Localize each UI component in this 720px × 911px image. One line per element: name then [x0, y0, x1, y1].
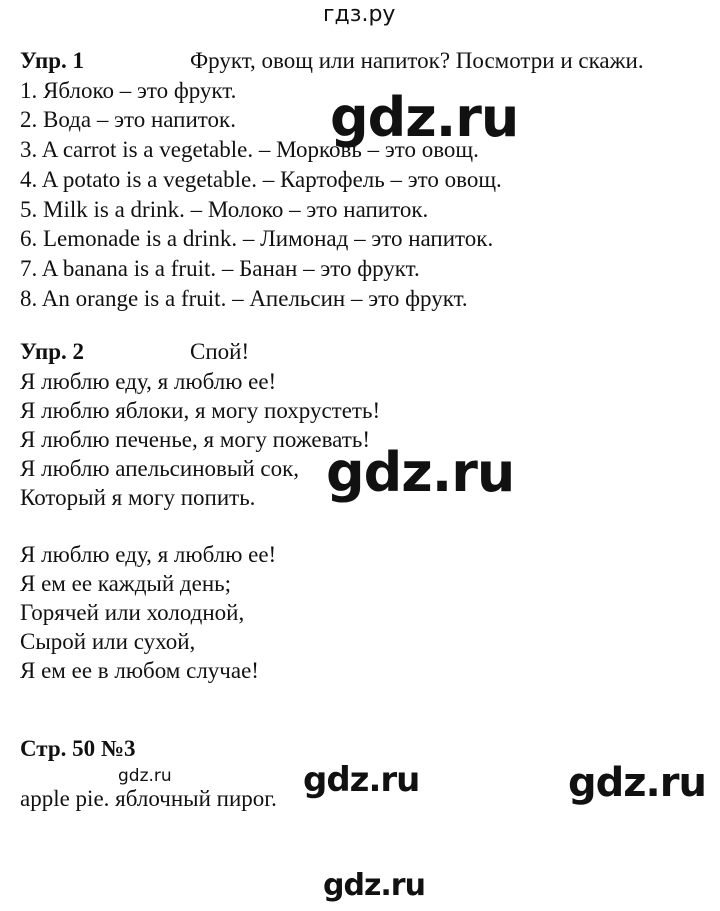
ex2-stanza1-line-4: Я люблю апельсиновый сок,: [20, 456, 300, 481]
ex1-line-5: 5. Milk is a drink. – Молоко – это напиток.: [20, 197, 429, 222]
ex1-line-7: 7. A banana is a fruit. – Банан – это фрукт.: [20, 256, 420, 281]
site-header: гдз.ру: [323, 2, 396, 27]
watermark-5: gdz.ru: [323, 868, 425, 903]
ex2-stanza2-line-5: Я ем ее в любом случае!: [20, 658, 259, 683]
ex2-label: Упр. 2: [20, 339, 85, 364]
watermark-1: gdz.ru: [330, 86, 519, 149]
ex2-stanza2-line-2: Я ем ее каждый день;: [20, 571, 232, 596]
ex2-stanza1-line-5: Который я могу попить.: [20, 485, 256, 510]
ex1-line-8: 8. An orange is a fruit. – Апельсин – это фрукт.: [20, 286, 468, 311]
ex1-line-2: 2. Вода – это напиток.: [20, 107, 236, 132]
watermark-3: gdz.ru: [303, 760, 420, 800]
ex1-line-1: 1. Яблоко – это фрукт.: [20, 78, 237, 103]
ex2-title: Спой!: [190, 339, 250, 364]
ex1-title: Фрукт, овощ или напиток? Посмотри и скажи.: [190, 48, 644, 73]
ex1-label: Упр. 1: [20, 48, 85, 73]
ex2-stanza1-line-2: Я люблю яблоки, я могу похрустеть!: [20, 398, 381, 423]
ex1-line-3: 3. A carrot is a vegetable. – Морковь – это овощ.: [20, 137, 479, 162]
watermark-2: gdz.ru: [326, 441, 515, 504]
watermark-4: gdz.ru: [568, 760, 706, 806]
ex2-stanza1-line-1: Я люблю еду, я люблю ее!: [20, 369, 277, 394]
ex3-line: apple pie. яблочный пирог.: [20, 786, 277, 811]
ex2-stanza2-line-1: Я люблю еду, я люблю ее!: [20, 542, 277, 567]
ex3-label: Стр. 50 №3: [20, 736, 136, 761]
watermark-small: gdz.ru: [118, 766, 172, 786]
ex2-stanza2-line-3: Горячей или холодной,: [20, 600, 245, 625]
ex2-stanza1-line-3: Я люблю печенье, я могу пожевать!: [20, 427, 370, 452]
ex1-line-4: 4. A potato is a vegetable. – Картофель – это овощ.: [20, 167, 502, 192]
ex1-line-6: 6. Lemonade is a drink. – Лимонад – это напиток.: [20, 226, 494, 251]
ex2-stanza2-line-4: Сырой или сухой,: [20, 629, 196, 654]
